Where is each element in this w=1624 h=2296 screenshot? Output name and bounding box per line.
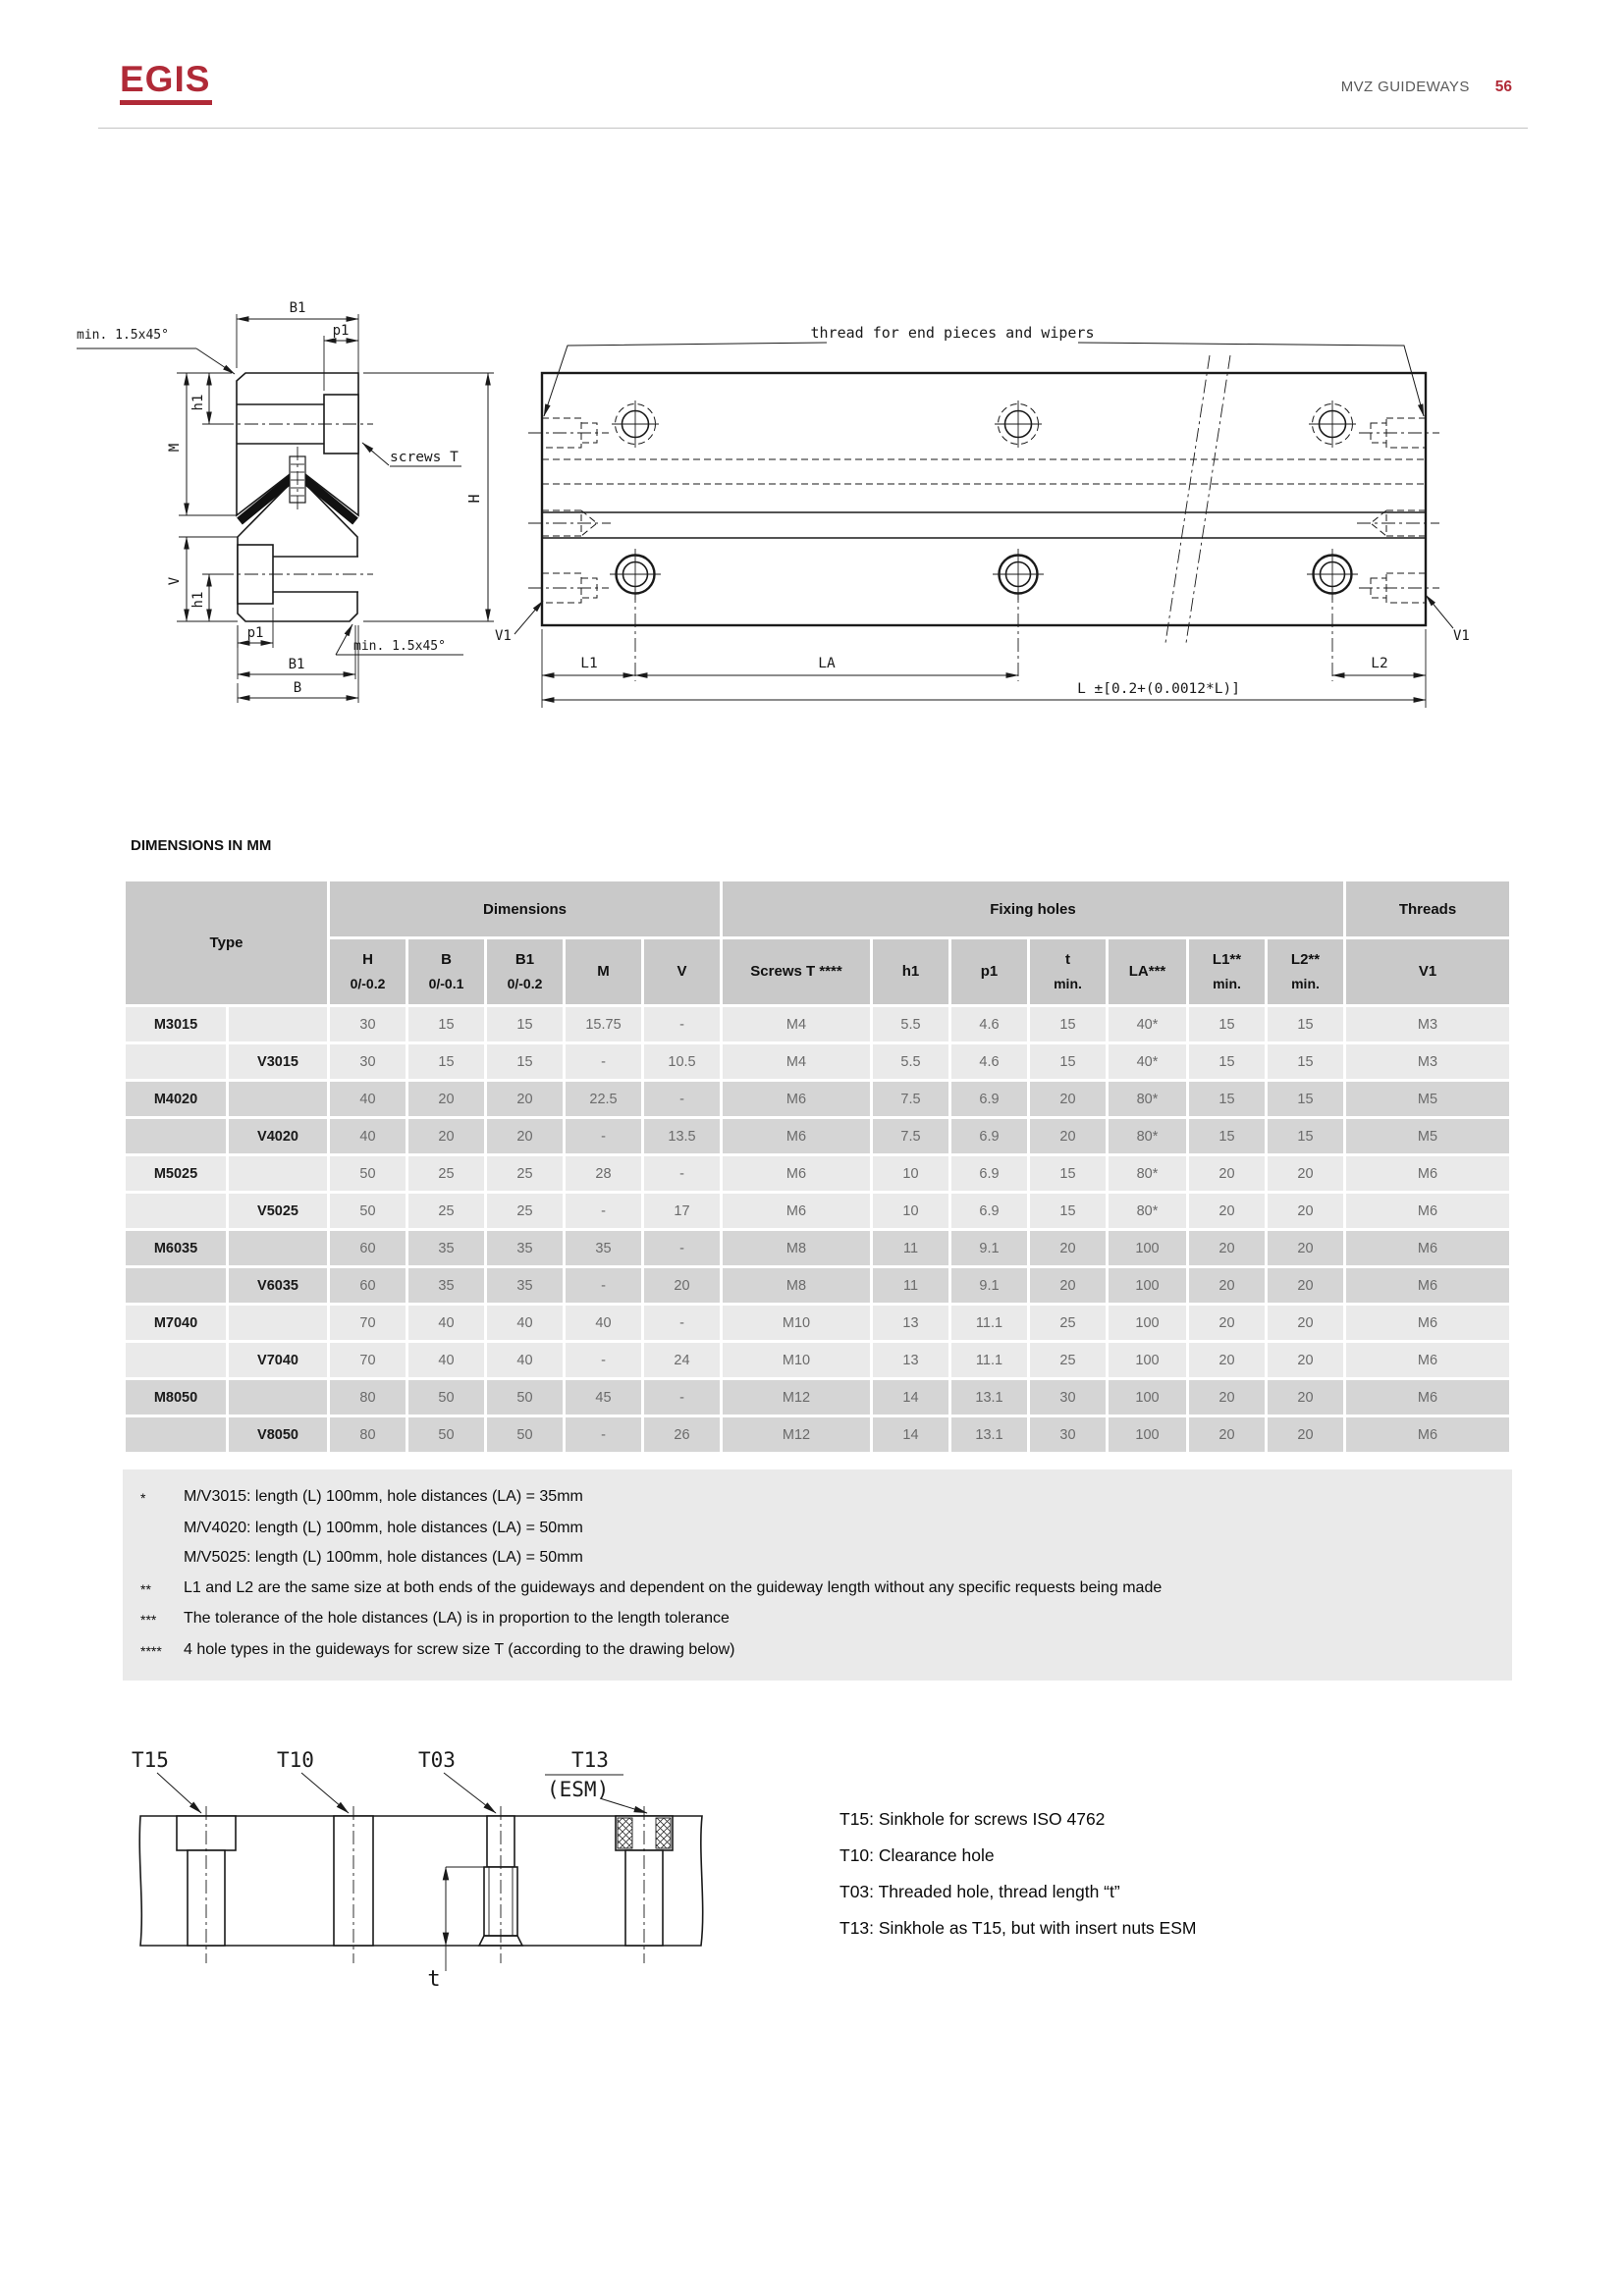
footnote-marker [140, 1543, 184, 1574]
header-right [1341, 79, 1512, 96]
value-cell: 11.1 [951, 1306, 1027, 1340]
value-cell: M5 [1346, 1119, 1509, 1153]
footnote-line [140, 1635, 1490, 1667]
value-cell: 4.6 [951, 1044, 1027, 1079]
v1-right-label: V1 [1453, 628, 1470, 644]
value-cell: M4 [723, 1007, 870, 1041]
value-cell: M3 [1346, 1044, 1509, 1079]
footnote-line [140, 1574, 1490, 1605]
thread-note-label: thread for end pieces and wipers [810, 324, 1095, 342]
footnote-line [140, 1482, 1490, 1514]
value-cell: 40 [566, 1306, 641, 1340]
value-cell: - [566, 1119, 641, 1153]
column-header-t-min: t min. [1030, 939, 1106, 1004]
value-cell: 13.1 [951, 1417, 1027, 1452]
value-cell: 15 [1189, 1007, 1265, 1041]
value-cell: 35 [566, 1231, 641, 1265]
value-cell: 80 [330, 1380, 406, 1415]
value-cell: 26 [644, 1417, 720, 1452]
hole-label-t13: T13 [571, 1748, 609, 1772]
column-header-la: LA*** [1109, 939, 1186, 1004]
value-cell: 20 [1268, 1417, 1343, 1452]
value-cell: 20 [1268, 1380, 1343, 1415]
hole-type-descriptions [839, 1801, 1196, 1947]
value-cell: 45 [566, 1380, 641, 1415]
wedge-band-left [240, 476, 295, 521]
value-cell: 20 [408, 1082, 484, 1116]
footnotes-box [123, 1469, 1512, 1681]
value-cell: 15 [1268, 1044, 1343, 1079]
length-dimensions [542, 589, 1426, 708]
type-v-cell [229, 1007, 327, 1041]
t15-hole [177, 1806, 236, 1963]
value-cell: - [566, 1417, 641, 1452]
center-screw [290, 447, 305, 512]
hole-type-description: T15: Sinkhole for screws ISO 4762 [839, 1809, 1106, 1829]
cross-section-drawing [59, 293, 511, 754]
value-cell: 80* [1109, 1156, 1186, 1191]
dim-label-p1-bottom: p1 [246, 625, 264, 641]
value-cell: 10 [873, 1194, 948, 1228]
value-cell: - [566, 1268, 641, 1303]
type-m-cell [126, 1417, 226, 1452]
hole-label-t15: T15 [132, 1748, 169, 1772]
bottom-mounting-holes [610, 549, 1358, 600]
value-cell: 4.6 [951, 1007, 1027, 1041]
value-cell: 17 [644, 1194, 720, 1228]
value-cell: - [644, 1380, 720, 1415]
value-cell: M6 [1346, 1306, 1509, 1340]
value-cell: 20 [1189, 1417, 1265, 1452]
table-row [126, 1194, 1509, 1228]
table-row [126, 1268, 1509, 1303]
dim-label-b1-bottom: B1 [288, 657, 305, 672]
value-cell: 6.9 [951, 1082, 1027, 1116]
type-m-cell: M5025 [126, 1156, 226, 1191]
top-mounting-holes [612, 400, 1356, 448]
value-cell: 20 [1189, 1268, 1265, 1303]
value-cell: 50 [330, 1156, 406, 1191]
value-cell: 25 [1030, 1306, 1106, 1340]
break-line [1186, 355, 1230, 643]
value-cell: - [566, 1343, 641, 1377]
value-cell: 30 [1030, 1417, 1106, 1452]
value-cell: 35 [487, 1231, 563, 1265]
value-cell: 20 [408, 1119, 484, 1153]
value-cell: 15 [1030, 1007, 1106, 1041]
value-cell: 40 [330, 1119, 406, 1153]
value-cell: 6.9 [951, 1119, 1027, 1153]
footnote-line [140, 1543, 1490, 1574]
dim-label-h1-top: h1 [190, 394, 206, 411]
footnote-marker: ** [140, 1580, 151, 1597]
end-thread-stubs [528, 418, 1439, 603]
type-v-cell [229, 1306, 327, 1340]
footnote-line [140, 1604, 1490, 1635]
value-cell: 30 [330, 1044, 406, 1079]
value-cell: 20 [1268, 1306, 1343, 1340]
footnote-text: M/V4020: length (L) 100mm, hole distances (LA) = 50mm [184, 1519, 583, 1536]
value-cell: 60 [330, 1231, 406, 1265]
value-cell: 6.9 [951, 1156, 1027, 1191]
value-cell: 15 [1268, 1007, 1343, 1041]
egis-logo: EGIS [120, 61, 212, 105]
value-cell: 9.1 [951, 1268, 1027, 1303]
value-cell: 25 [487, 1194, 563, 1228]
value-cell: 15 [1189, 1044, 1265, 1079]
type-m-cell [126, 1194, 226, 1228]
footnote-text: L1 and L2 are the same size at both ends of the guideways and dependent on the guideway length without any specific requests being made [184, 1578, 1163, 1596]
value-cell: 20 [1268, 1156, 1343, 1191]
value-cell: 20 [1268, 1231, 1343, 1265]
value-cell: 40 [330, 1082, 406, 1116]
column-group-fixing-holes: Fixing holes [723, 881, 1343, 936]
value-cell: 30 [330, 1007, 406, 1041]
type-v-cell: V8050 [229, 1417, 327, 1452]
value-cell: 25 [408, 1156, 484, 1191]
value-cell: M10 [723, 1343, 870, 1377]
value-cell: M12 [723, 1417, 870, 1452]
hole-type-description: T13: Sinkhole as T15, but with insert nuts ESM [839, 1918, 1197, 1938]
value-cell: 50 [408, 1380, 484, 1415]
dim-label-l2: L2 [1371, 656, 1388, 671]
table-row [126, 1343, 1509, 1377]
column-header-h: H 0/-0.2 [330, 939, 406, 1004]
hole-label-t10: T10 [277, 1748, 314, 1772]
value-cell: 15 [1268, 1082, 1343, 1116]
dim-label-m: M [167, 443, 183, 453]
value-cell: 20 [1189, 1306, 1265, 1340]
value-cell: - [566, 1194, 641, 1228]
footnote-text: The tolerance of the hole distances (LA) is in proportion to the length tolerance [184, 1610, 730, 1627]
type-v-cell [229, 1082, 327, 1116]
type-v-cell: V4020 [229, 1119, 327, 1153]
value-cell: 100 [1109, 1380, 1186, 1415]
value-cell: M6 [1346, 1156, 1509, 1191]
column-header-b: B 0/-0.1 [408, 939, 484, 1004]
value-cell: 14 [873, 1380, 948, 1415]
footnote-marker: *** [140, 1612, 157, 1628]
dim-label-h1-bottom: h1 [190, 591, 206, 609]
value-cell: 30 [1030, 1380, 1106, 1415]
value-cell: 20 [1030, 1231, 1106, 1265]
value-cell: 11 [873, 1231, 948, 1265]
value-cell: 40* [1109, 1007, 1186, 1041]
value-cell: 20 [1189, 1194, 1265, 1228]
value-cell: M6 [1346, 1194, 1509, 1228]
value-cell: 50 [487, 1417, 563, 1452]
chamfer-note-top: min. 1.5x45° [77, 328, 169, 343]
value-cell: - [644, 1156, 720, 1191]
value-cell: 28 [566, 1156, 641, 1191]
value-cell: M6 [723, 1156, 870, 1191]
value-cell: 40 [487, 1306, 563, 1340]
type-v-cell: V3015 [229, 1044, 327, 1079]
type-v-cell: V5025 [229, 1194, 327, 1228]
screws-t-label: screws T [390, 450, 459, 465]
table-row [126, 1380, 1509, 1415]
value-cell: - [644, 1007, 720, 1041]
value-cell: 22.5 [566, 1082, 641, 1116]
column-group-threads: Threads [1346, 881, 1509, 936]
rail-cross-section [220, 373, 373, 621]
break-line [1165, 355, 1210, 643]
value-cell: 14 [873, 1417, 948, 1452]
value-cell: 40 [408, 1343, 484, 1377]
value-cell: 20 [644, 1268, 720, 1303]
value-cell: M6 [723, 1082, 870, 1116]
hole-types-drawing [93, 1708, 800, 2022]
guideway-body [542, 355, 1426, 643]
type-v-cell [229, 1156, 327, 1191]
value-cell: 15 [1030, 1156, 1106, 1191]
value-cell: M6 [1346, 1231, 1509, 1265]
value-cell: 20 [487, 1119, 563, 1153]
t13-hole [616, 1806, 673, 1963]
value-cell: 15 [1268, 1119, 1343, 1153]
footnote-marker: **** [140, 1642, 162, 1659]
value-cell: - [566, 1044, 641, 1079]
hole-type-description: T03: Threaded hole, thread length “t” [839, 1882, 1120, 1901]
guideway-plan-drawing [481, 294, 1532, 717]
table-row [126, 1007, 1509, 1041]
dim-label-la: LA [818, 656, 836, 671]
column-header-l2-min: L2** min. [1268, 939, 1343, 1004]
type-m-cell [126, 1343, 226, 1377]
dim-label-h: H [465, 494, 483, 504]
value-cell: 20 [1030, 1082, 1106, 1116]
t10-hole [334, 1806, 373, 1963]
value-cell: 10 [873, 1156, 948, 1191]
type-m-cell: M6035 [126, 1231, 226, 1265]
value-cell: 20 [1030, 1268, 1106, 1303]
value-cell: 100 [1109, 1343, 1186, 1377]
value-cell: 35 [408, 1268, 484, 1303]
value-cell: 100 [1109, 1268, 1186, 1303]
value-cell: 80* [1109, 1082, 1186, 1116]
type-v-cell: V6035 [229, 1268, 327, 1303]
table-row [126, 1082, 1509, 1116]
value-cell: 80 [330, 1417, 406, 1452]
table-row [126, 1306, 1509, 1340]
type-m-cell [126, 1044, 226, 1079]
value-cell: 40* [1109, 1044, 1186, 1079]
footnote-text: 4 hole types in the guideways for screw size T (according to the drawing below) [184, 1640, 735, 1658]
header-rule [98, 128, 1528, 129]
value-cell: M4 [723, 1044, 870, 1079]
table-row [126, 1156, 1509, 1191]
column-header-p1: p1 [951, 939, 1027, 1004]
hole-type-description: T10: Clearance hole [839, 1845, 995, 1865]
value-cell: M6 [1346, 1343, 1509, 1377]
value-cell: M6 [1346, 1268, 1509, 1303]
value-cell: 15 [1189, 1082, 1265, 1116]
value-cell: 9.1 [951, 1231, 1027, 1265]
value-cell: 15 [487, 1044, 563, 1079]
cross-section-dimensions [77, 300, 494, 703]
value-cell: M3 [1346, 1007, 1509, 1041]
value-cell: 20 [1189, 1156, 1265, 1191]
value-cell: 20 [1030, 1119, 1106, 1153]
value-cell: 13.5 [644, 1119, 720, 1153]
value-cell: 20 [1189, 1343, 1265, 1377]
value-cell: - [644, 1082, 720, 1116]
footnote-marker: * [140, 1490, 146, 1506]
value-cell: 80* [1109, 1194, 1186, 1228]
value-cell: 70 [330, 1343, 406, 1377]
value-cell: - [644, 1231, 720, 1265]
column-group-type: Type [126, 881, 327, 1004]
spec-table [123, 879, 1512, 1455]
dim-label-l1: L1 [580, 656, 598, 671]
value-cell: 5.5 [873, 1007, 948, 1041]
dim-label-p1-top: p1 [332, 323, 350, 339]
footnote-text: M/V3015: length (L) 100mm, hole distances (LA) = 35mm [184, 1488, 583, 1505]
value-cell: 50 [487, 1380, 563, 1415]
value-cell: M6 [1346, 1417, 1509, 1452]
value-cell: 13.1 [951, 1380, 1027, 1415]
chamfer-note-bottom: min. 1.5x45° [353, 639, 446, 654]
value-cell: 100 [1109, 1417, 1186, 1452]
spec-table-body [126, 1007, 1509, 1452]
table-row [126, 1044, 1509, 1079]
value-cell: 10.5 [644, 1044, 720, 1079]
dim-label-b: B [293, 680, 302, 696]
value-cell: 20 [1268, 1268, 1343, 1303]
type-v-cell [229, 1231, 327, 1265]
dim-label-v: V [167, 576, 183, 586]
footnote-text: M/V5025: length (L) 100mm, hole distances (LA) = 50mm [184, 1549, 583, 1566]
value-cell: 20 [1189, 1231, 1265, 1265]
value-cell: M10 [723, 1306, 870, 1340]
value-cell: 100 [1109, 1306, 1186, 1340]
column-header-b1: B1 0/-0.2 [487, 939, 563, 1004]
value-cell: M6 [1346, 1380, 1509, 1415]
footnotes-list [140, 1482, 1490, 1666]
value-cell: 80* [1109, 1119, 1186, 1153]
value-cell: 15 [408, 1007, 484, 1041]
column-header-m: M [566, 939, 641, 1004]
column-header-screws-t: Screws T **** [723, 939, 870, 1004]
value-cell: M8 [723, 1231, 870, 1265]
type-m-cell [126, 1119, 226, 1153]
value-cell: M12 [723, 1380, 870, 1415]
value-cell: 20 [1268, 1194, 1343, 1228]
value-cell: 6.9 [951, 1194, 1027, 1228]
section-title: MVZ GUIDEWAYS [1340, 79, 1470, 95]
hole-label-t03: T03 [418, 1748, 456, 1772]
type-m-cell: M3015 [126, 1007, 226, 1041]
value-cell: 11.1 [951, 1343, 1027, 1377]
footnote-line [140, 1514, 1490, 1544]
value-cell: 7.5 [873, 1119, 948, 1153]
value-cell: M5 [1346, 1082, 1509, 1116]
value-cell: 50 [408, 1417, 484, 1452]
value-cell: 11 [873, 1268, 948, 1303]
value-cell: 25 [1030, 1343, 1106, 1377]
type-m-cell: M8050 [126, 1380, 226, 1415]
column-group-dimensions: Dimensions [330, 881, 720, 936]
type-m-cell [126, 1268, 226, 1303]
type-m-cell: M7040 [126, 1306, 226, 1340]
table-row [126, 1119, 1509, 1153]
table-row [126, 1231, 1509, 1265]
value-cell: 24 [644, 1343, 720, 1377]
value-cell: 20 [1268, 1343, 1343, 1377]
value-cell: 100 [1109, 1231, 1186, 1265]
wedge-band-right [300, 476, 355, 521]
column-header-v1: V1 [1346, 939, 1509, 1004]
value-cell: 40 [408, 1306, 484, 1340]
value-cell: 50 [330, 1194, 406, 1228]
value-cell: 15 [487, 1007, 563, 1041]
value-cell: M6 [723, 1194, 870, 1228]
value-cell: 13 [873, 1343, 948, 1377]
dim-label-l-total: L ±[0.2+(0.0012*L)] [1077, 681, 1240, 697]
t03-hole [427, 1806, 522, 1992]
value-cell: 40 [487, 1343, 563, 1377]
value-cell: 70 [330, 1306, 406, 1340]
value-cell: 7.5 [873, 1082, 948, 1116]
hole-label-esm: (ESM) [547, 1778, 610, 1801]
table-title: DIMENSIONS IN MM [131, 837, 272, 854]
value-cell: 5.5 [873, 1044, 948, 1079]
dim-label-b1-top: B1 [289, 300, 306, 316]
column-header-v: V [644, 939, 720, 1004]
value-cell: 15 [1030, 1044, 1106, 1079]
value-cell: 35 [487, 1268, 563, 1303]
dim-label-t: t [427, 1967, 441, 1992]
value-cell: 15.75 [566, 1007, 641, 1041]
value-cell: 15 [1189, 1119, 1265, 1153]
value-cell: 60 [330, 1268, 406, 1303]
value-cell: 20 [1189, 1380, 1265, 1415]
column-header-h1: h1 [873, 939, 948, 1004]
footnote-marker [140, 1514, 184, 1544]
value-cell: 15 [408, 1044, 484, 1079]
value-cell: 15 [1030, 1194, 1106, 1228]
v1-left-label: V1 [495, 628, 512, 644]
page-number: 56 [1494, 79, 1512, 95]
value-cell: 13 [873, 1306, 948, 1340]
value-cell: 25 [487, 1156, 563, 1191]
value-cell: M6 [723, 1119, 870, 1153]
value-cell: - [644, 1306, 720, 1340]
type-v-cell: V7040 [229, 1343, 327, 1377]
table-row [126, 1417, 1509, 1452]
value-cell: 35 [408, 1231, 484, 1265]
type-m-cell: M4020 [126, 1082, 226, 1116]
value-cell: 25 [408, 1194, 484, 1228]
type-v-cell [229, 1380, 327, 1415]
value-cell: M8 [723, 1268, 870, 1303]
column-header-l1-min: L1** min. [1189, 939, 1265, 1004]
value-cell: 20 [487, 1082, 563, 1116]
